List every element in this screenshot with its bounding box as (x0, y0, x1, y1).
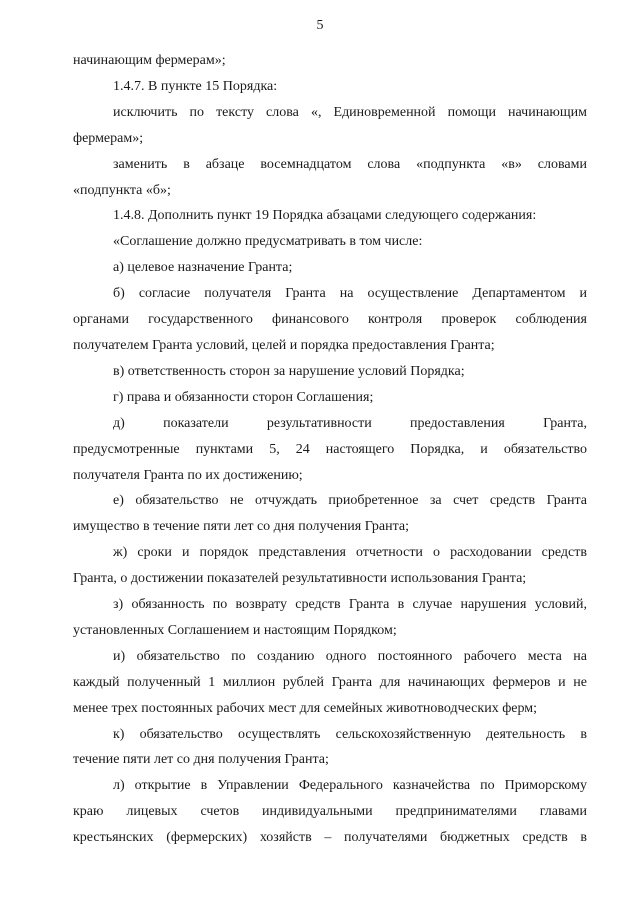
text-line: имущество в течение пяти лет со дня получения Гранта; (73, 519, 409, 535)
text-line: в) ответственность сторон за нарушение условий Порядка; (113, 363, 465, 379)
text-line: ж) сроки и порядок представления отчетности о расходовании средств (113, 545, 587, 561)
document-body (73, 48, 587, 851)
list-item-d (73, 411, 587, 489)
text-line: д) показатели результативности предоставления Гранта, (113, 415, 587, 431)
text-line: крестьянских (фермерских) хозяйств – получателями бюджетных средств в (73, 830, 587, 846)
text-line: а) целевое назначение Гранта; (113, 260, 293, 276)
text-line: органами государственного финансового контроля проверок соблюдения (73, 312, 587, 328)
paragraph-agreement-intro (73, 229, 587, 255)
text-line: установленных Соглашением и настоящим Порядком; (73, 622, 397, 638)
list-item-a (73, 255, 587, 281)
list-item-zh (73, 540, 587, 592)
list-item-e (73, 488, 587, 540)
list-item-g (73, 385, 587, 411)
list-item-l (73, 773, 587, 851)
paragraph-continuation (73, 48, 587, 74)
paragraph-exclude-words (73, 100, 587, 152)
text-line: предусмотренные пунктами 5, 24 настоящего Порядка, и обязательство (73, 441, 587, 457)
list-item-b (73, 281, 587, 359)
text-line: л) открытие в Управлении Федерального казначейства по Приморскому (113, 778, 587, 794)
list-item-z (73, 592, 587, 644)
text-line: 1.4.7. В пункте 15 Порядка: (113, 78, 278, 94)
page-number: 5 (316, 18, 324, 33)
paragraph-1-4-8 (73, 203, 587, 229)
text-line: течение пяти лет со дня получения Гранта; (73, 752, 329, 768)
text-line: 1.4.8. Дополнить пункт 19 Порядка абзацами следующего содержания: (113, 208, 537, 224)
text-line: начинающим фермерам»; (73, 53, 226, 68)
text-line: менее трех постоянных рабочих мест для семейных животноводческих ферм; (73, 700, 538, 716)
text-line: краю лицевых счетов индивидуальными предпринимателями главами (73, 804, 587, 820)
text-line: заменить в абзаце восемнадцатом слова «подпункта «в» словами (113, 156, 587, 172)
list-item-k (73, 722, 587, 774)
text-line: получателя Гранта по их достижению; (73, 467, 303, 483)
text-line: б) согласие получателя Гранта на осуществление Департаментом и (113, 286, 587, 302)
text-line: «Соглашение должно предусматривать в том числе: (113, 234, 423, 250)
text-line: е) обязательство не отчуждать приобретенное за счет средств Гранта (113, 493, 587, 509)
text-line: фермерам»; (73, 130, 144, 146)
list-item-i (73, 644, 587, 722)
text-line: з) обязанность по возврату средств Гранта в случае нарушения условий, (113, 597, 587, 613)
paragraph-1-4-7 (73, 74, 587, 100)
text-line: исключить по тексту слова «, Единовременной помощи начинающим (113, 104, 587, 120)
text-line: Гранта, о достижении показателей результативности использования Гранта; (73, 571, 527, 587)
list-item-v (73, 359, 587, 385)
text-line: получателем Гранта условий, целей и порядка предоставления Гранта; (73, 337, 495, 353)
text-line: «подпункта «б»; (73, 182, 171, 198)
text-line: каждый полученный 1 миллион рублей Гранта для начинающих фермеров и не (73, 674, 587, 690)
paragraph-replace-words (73, 152, 587, 204)
text-line: и) обязательство по созданию одного постоянного рабочего места на (113, 648, 587, 664)
text-line: к) обязательство осуществлять сельскохозяйственную деятельность в (113, 726, 587, 742)
text-line: г) права и обязанности сторон Соглашения; (113, 389, 374, 405)
